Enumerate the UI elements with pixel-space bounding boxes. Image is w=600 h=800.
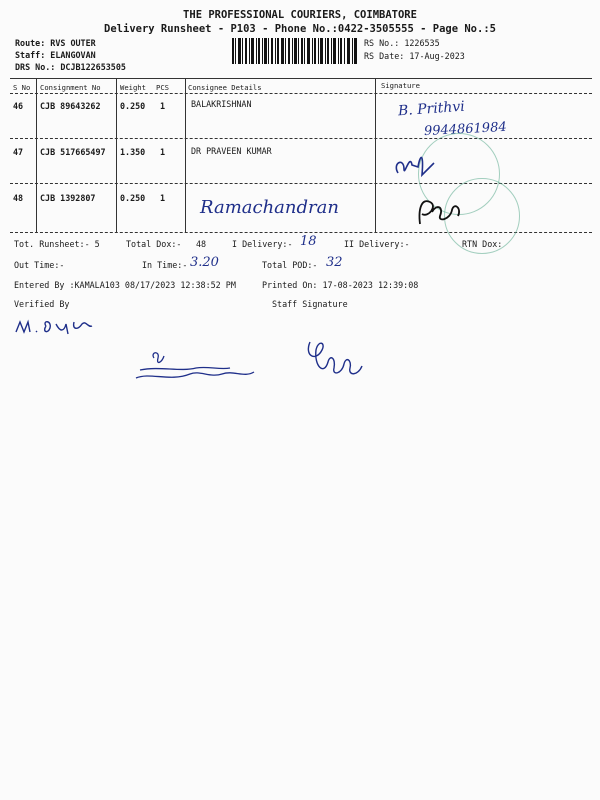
total-dox-label: Total Dox:- [126,239,182,249]
row-divider-46 [10,138,592,139]
route-label: Route: RVS OUTER [15,38,96,48]
row-consignment: CJB 89643262 [40,101,101,111]
i-delivery-label: I Delivery:- [232,239,293,249]
handwritten-in-time: 3.20 [190,255,219,270]
row-consignment: CJB 1392807 [40,193,96,203]
runsheet-subtitle: Delivery Runsheet - P103 - Phone No.:0422-3505555 - Page No.:5 [104,23,496,35]
row-weight: 0.250 [120,101,146,111]
row-consignment: CJB 517665497 [40,147,106,157]
staff-signature-1 [130,348,260,388]
verified-by-signature [12,312,102,338]
tot-runsheet: Tot. Runsheet:- 5 [14,239,100,249]
company-title: THE PROFESSIONAL COURIERS, COIMBATORE [183,9,417,21]
total-pod-label: Total POD:- [262,260,318,270]
row-consignee: DR PRAVEEN KUMAR [191,146,272,156]
header-divider [10,93,592,94]
table-top-border [10,78,592,79]
rtn-dox-label: RTN Dox: [462,239,503,249]
signature-row48 [410,190,470,230]
handwritten-consignee: Ramachandran [200,197,339,218]
row-pcs: 1 [160,147,166,157]
col-signature: Signature [381,81,420,90]
signature-row47 [390,145,450,185]
row-divider-47 [10,183,592,184]
staff-signature-2 [302,336,372,396]
col-consignment: Consignment No [40,83,101,92]
handwritten-phone: 9944861984 [423,119,508,140]
out-time-label: Out Time:- [14,260,65,270]
printed-on: Printed On: 17-08-2023 12:39:08 [262,280,419,290]
staff-signature-label: Staff Signature [272,299,348,309]
col-line [116,78,117,232]
row-sno: 46 [13,101,24,111]
handwritten-i-delivery: 18 [300,234,317,249]
barcode [232,38,358,64]
col-line [185,78,186,232]
ii-delivery-label: II Delivery:- [344,239,410,249]
col-consignee: Consignee Details [188,83,262,92]
col-pcs: PCS [156,83,169,92]
entered-by: Entered By :KAMALA103 08/17/2023 12:38:52 PM [14,280,236,290]
row-pcs: 1 [160,101,166,111]
row-sno: 47 [13,147,24,157]
staff-label: Staff: ELANGOVAN [15,50,96,60]
col-line [36,78,37,232]
col-sno: S No [13,83,31,92]
col-line [375,78,376,232]
drs-number: DRS No.: DCJB122653505 [15,62,126,72]
total-dox-value: 48 [196,239,207,249]
row-consignee: BALAKRISHNAN [191,99,252,109]
verified-by-label: Verified By [14,299,70,309]
col-weight: Weight [120,83,146,92]
handwritten-total-pod: 32 [326,255,343,270]
row-weight: 0.250 [120,193,146,203]
row-weight: 1.350 [120,147,146,157]
row-sno: 48 [13,193,24,203]
rs-date: RS Date: 17-Aug-2023 [364,51,465,61]
handwritten-receiver-name: B. Prithvi [397,98,466,120]
row-pcs: 1 [160,193,166,203]
in-time-label: In Time:- [142,260,188,270]
rs-number: RS No.: 1226535 [364,38,440,48]
